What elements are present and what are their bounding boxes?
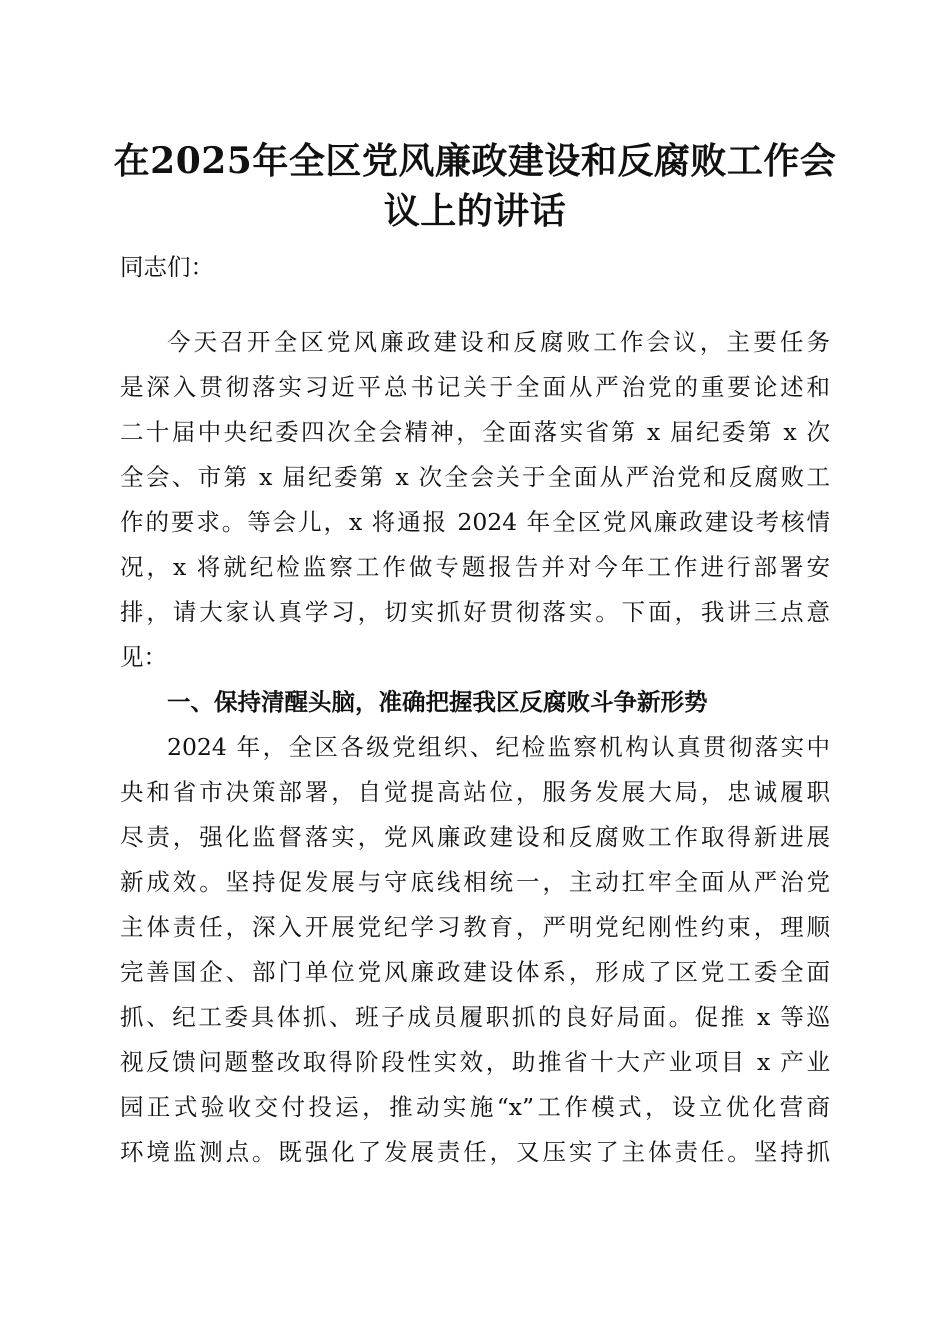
section-line: 2024 年，全区各级党组织、纪检监察机构认真贯彻落实中 bbox=[167, 733, 830, 761]
intro-line: 是深入贯彻落实习近平总书记关于全面从严治党的重要论述和 bbox=[120, 373, 830, 401]
document-title-line-2: 议上的讲话 bbox=[383, 190, 567, 232]
section-line: 主体责任，深入开展党纪学习教育，严明党纪刚性约束，理顺 bbox=[120, 913, 830, 941]
intro-line: 今天召开全区党风廉政建设和反腐败工作会议，主要任务 bbox=[167, 328, 830, 356]
intro-line: 况，x 将就纪检监察工作做专题报告并对今年工作进行部署安 bbox=[120, 553, 830, 581]
intro-line: 排，请大家认真学习，切实抓好贯彻落实。下面，我讲三点意 bbox=[120, 598, 830, 626]
section-line: 环境监测点。既强化了发展责任，又压实了主体责任。坚持抓 bbox=[120, 1138, 830, 1166]
salutation: 同志们： bbox=[120, 253, 214, 281]
section-heading: 一、保持清醒头脑，准确把握我区反腐败斗争新形势 bbox=[167, 688, 708, 716]
section-line: 视反馈问题整改取得阶段性实效，助推省十大产业项目 x 产业 bbox=[120, 1048, 830, 1076]
intro-line: 二十届中央纪委四次全会精神，全面落实省第 x 届纪委第 x 次 bbox=[120, 418, 830, 446]
intro-line: 见： bbox=[120, 643, 167, 671]
intro-line: 作的要求。等会儿，x 将通报 2024 年全区党风廉政建设考核情 bbox=[120, 508, 830, 536]
document-title-line-1: 在2025年全区党风廉政建设和反腐败工作会 bbox=[113, 140, 837, 182]
section-line: 新成效。坚持促发展与守底线相统一，主动扛牢全面从严治党 bbox=[120, 868, 830, 896]
section-line: 完善国企、部门单位党风廉政建设体系，形成了区党工委全面 bbox=[120, 958, 830, 986]
section-line: 央和省市决策部署，自觉提高站位，服务发展大局，忠诚履职 bbox=[120, 778, 830, 806]
section-line: 抓、纪工委具体抓、班子成员履职抓的良好局面。促推 x 等巡 bbox=[120, 1003, 830, 1031]
section-line: 尽责，强化监督落实，党风廉政建设和反腐败工作取得新进展 bbox=[120, 823, 830, 851]
intro-line: 全会、市第 x 届纪委第 x 次全会关于全面从严治党和反腐败工 bbox=[120, 463, 830, 491]
section-line: 园正式验收交付投运，推动实施“x”工作模式，设立优化营商 bbox=[120, 1093, 830, 1121]
